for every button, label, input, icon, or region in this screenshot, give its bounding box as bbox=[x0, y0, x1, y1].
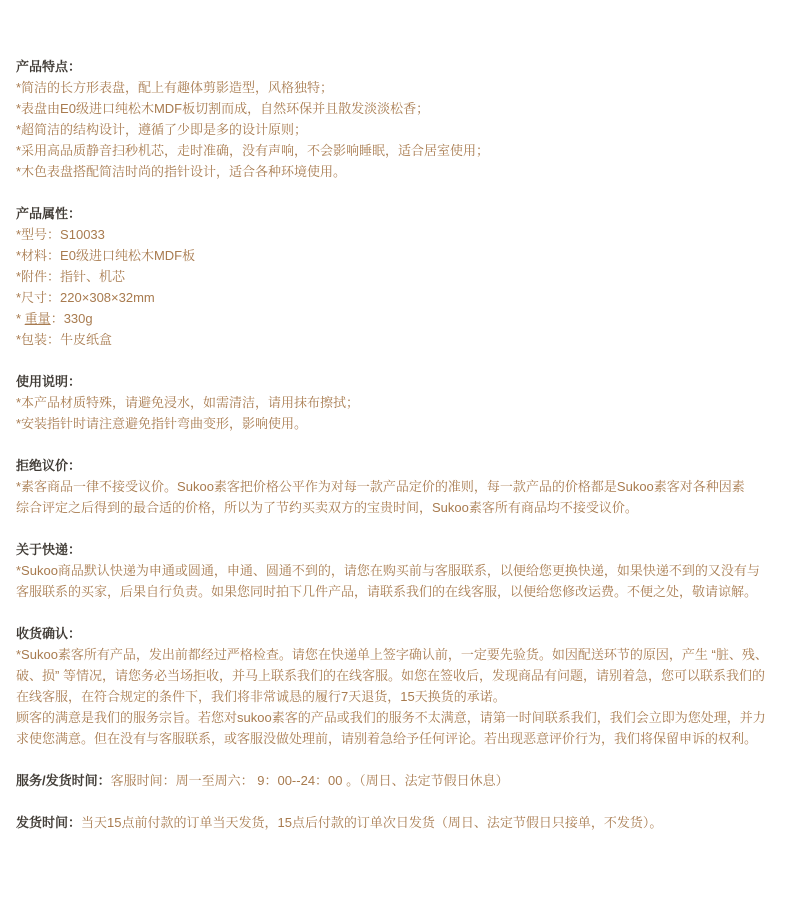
feature-line: *简洁的长方形表盘，配上有趣体剪影造型，风格独特； bbox=[16, 80, 334, 95]
section-express-delivery bbox=[16, 539, 760, 602]
weight-underlined-word: 重量 bbox=[24, 311, 51, 326]
section-usage-instructions bbox=[16, 371, 736, 434]
attribute-weight-line bbox=[16, 308, 736, 329]
attribute-package-line: *包装：牛皮纸盒 bbox=[16, 332, 113, 347]
dispatch-time-text: 当天15点前付款的订单当天发货，15点后付款的订单次日发货（周日、法定节假日只接单，不发货）。 bbox=[81, 815, 663, 830]
no-bargaining-heading: 拒绝议价： bbox=[16, 458, 82, 473]
no-bargaining-line: *素客商品一律不接受议价。Sukoo素客把价格公平作为对每一款产品定价的准则，每一款产品的价格都是Sukoo素客对各种因素 bbox=[16, 479, 745, 494]
express-line: *Sukoo商品默认快递为申通或圆通，申通、圆通不到的，请您在购买前与客服联系，以便给您更换快递，如果快递不到的又没有与 bbox=[16, 563, 760, 578]
section-dispatch-time bbox=[16, 812, 736, 833]
feature-line: *超简洁的结构设计，遵循了少即是多的设计原则； bbox=[16, 122, 308, 137]
receipt-heading: 收货确认： bbox=[16, 626, 82, 641]
receipt-line: 在线客服，在符合规定的条件下，我们将非常诚恳的履行7天退货，15天换货的承诺。 bbox=[16, 689, 506, 704]
attribute-size-line: *尺寸：220×308×32mm bbox=[16, 290, 155, 305]
attribute-model-line: *型号：S10033 bbox=[16, 227, 105, 242]
section-service-hours bbox=[16, 770, 736, 791]
receipt-line: *Sukoo素客所有产品，发出前都经过严格检查。请您在快递单上签字确认前，一定要先验货。如因配送环节的原因，产生 “脏、残、 bbox=[16, 647, 768, 662]
section-product-attributes bbox=[16, 203, 736, 350]
features-heading: 产品特点： bbox=[16, 59, 82, 74]
weight-prefix: * bbox=[16, 311, 25, 326]
dispatch-time-line bbox=[16, 812, 736, 833]
receipt-line: 求使您满意。但在没有与客服联系，或客服没做处理前，请别着急给予任何评论。若出现恶意评价行为，我们将保留申诉的权利。 bbox=[16, 731, 758, 746]
weight-value: ：330g bbox=[50, 311, 93, 326]
section-no-bargaining bbox=[16, 455, 745, 518]
receipt-line: 破、损” 等情况，请您务必当场拒收，并马上联系我们的在线客服。如您在签收后，发现商品有问题，请别着急，您可以联系我们的 bbox=[16, 668, 765, 683]
usage-heading: 使用说明： bbox=[16, 374, 82, 389]
dispatch-time-label: 发货时间： bbox=[16, 815, 82, 830]
feature-line: *表盘由E0级进口纯松木MDF板切割而成，自然环保并且散发淡淡松香； bbox=[16, 101, 430, 116]
section-receipt-confirmation bbox=[16, 623, 768, 749]
attributes-heading: 产品属性： bbox=[16, 206, 82, 221]
express-heading: 关于快递： bbox=[16, 542, 82, 557]
no-bargaining-line: 综合评定之后得到的最合适的价格，所以为了节约买卖双方的宝贵时间，Sukoo素客所有商品均不接受议价。 bbox=[16, 500, 638, 515]
usage-line: *本产品材质特殊，请避免浸水，如需清洁，请用抹布擦拭； bbox=[16, 395, 360, 410]
receipt-line: 顾客的满意是我们的服务宗旨。若您对sukoo素客的产品或我们的服务不太满意，请第一时间联系我们，我们会立即为您处理，并力 bbox=[16, 710, 766, 725]
attribute-accessory-line: *附件：指针、机芯 bbox=[16, 269, 126, 284]
service-hours-label: 服务/发货时间： bbox=[16, 773, 111, 788]
feature-line: *采用高品质静音扫秒机芯，走时准确，没有声响，不会影响睡眠，适合居室使用； bbox=[16, 143, 490, 158]
usage-line: *安装指针时请注意避免指针弯曲变形，影响使用。 bbox=[16, 416, 308, 431]
service-hours-line bbox=[16, 770, 736, 791]
feature-line: *木色表盘搭配简洁时尚的指针设计，适合各种环境使用。 bbox=[16, 164, 347, 179]
attribute-material-line: *材料：E0级进口纯松木MDF板 bbox=[16, 248, 196, 263]
express-line: 客服联系的买家，后果自行负责。如果您同时拍下几件产品，请联系我们的在线客服，以便给您修改运费。不便之处，敬请谅解。 bbox=[16, 584, 758, 599]
section-product-features bbox=[16, 56, 736, 182]
service-hours-text: 客服时间：周一至周六： 9：00--24：00 。（周日、法定节假日休息） bbox=[110, 773, 509, 788]
